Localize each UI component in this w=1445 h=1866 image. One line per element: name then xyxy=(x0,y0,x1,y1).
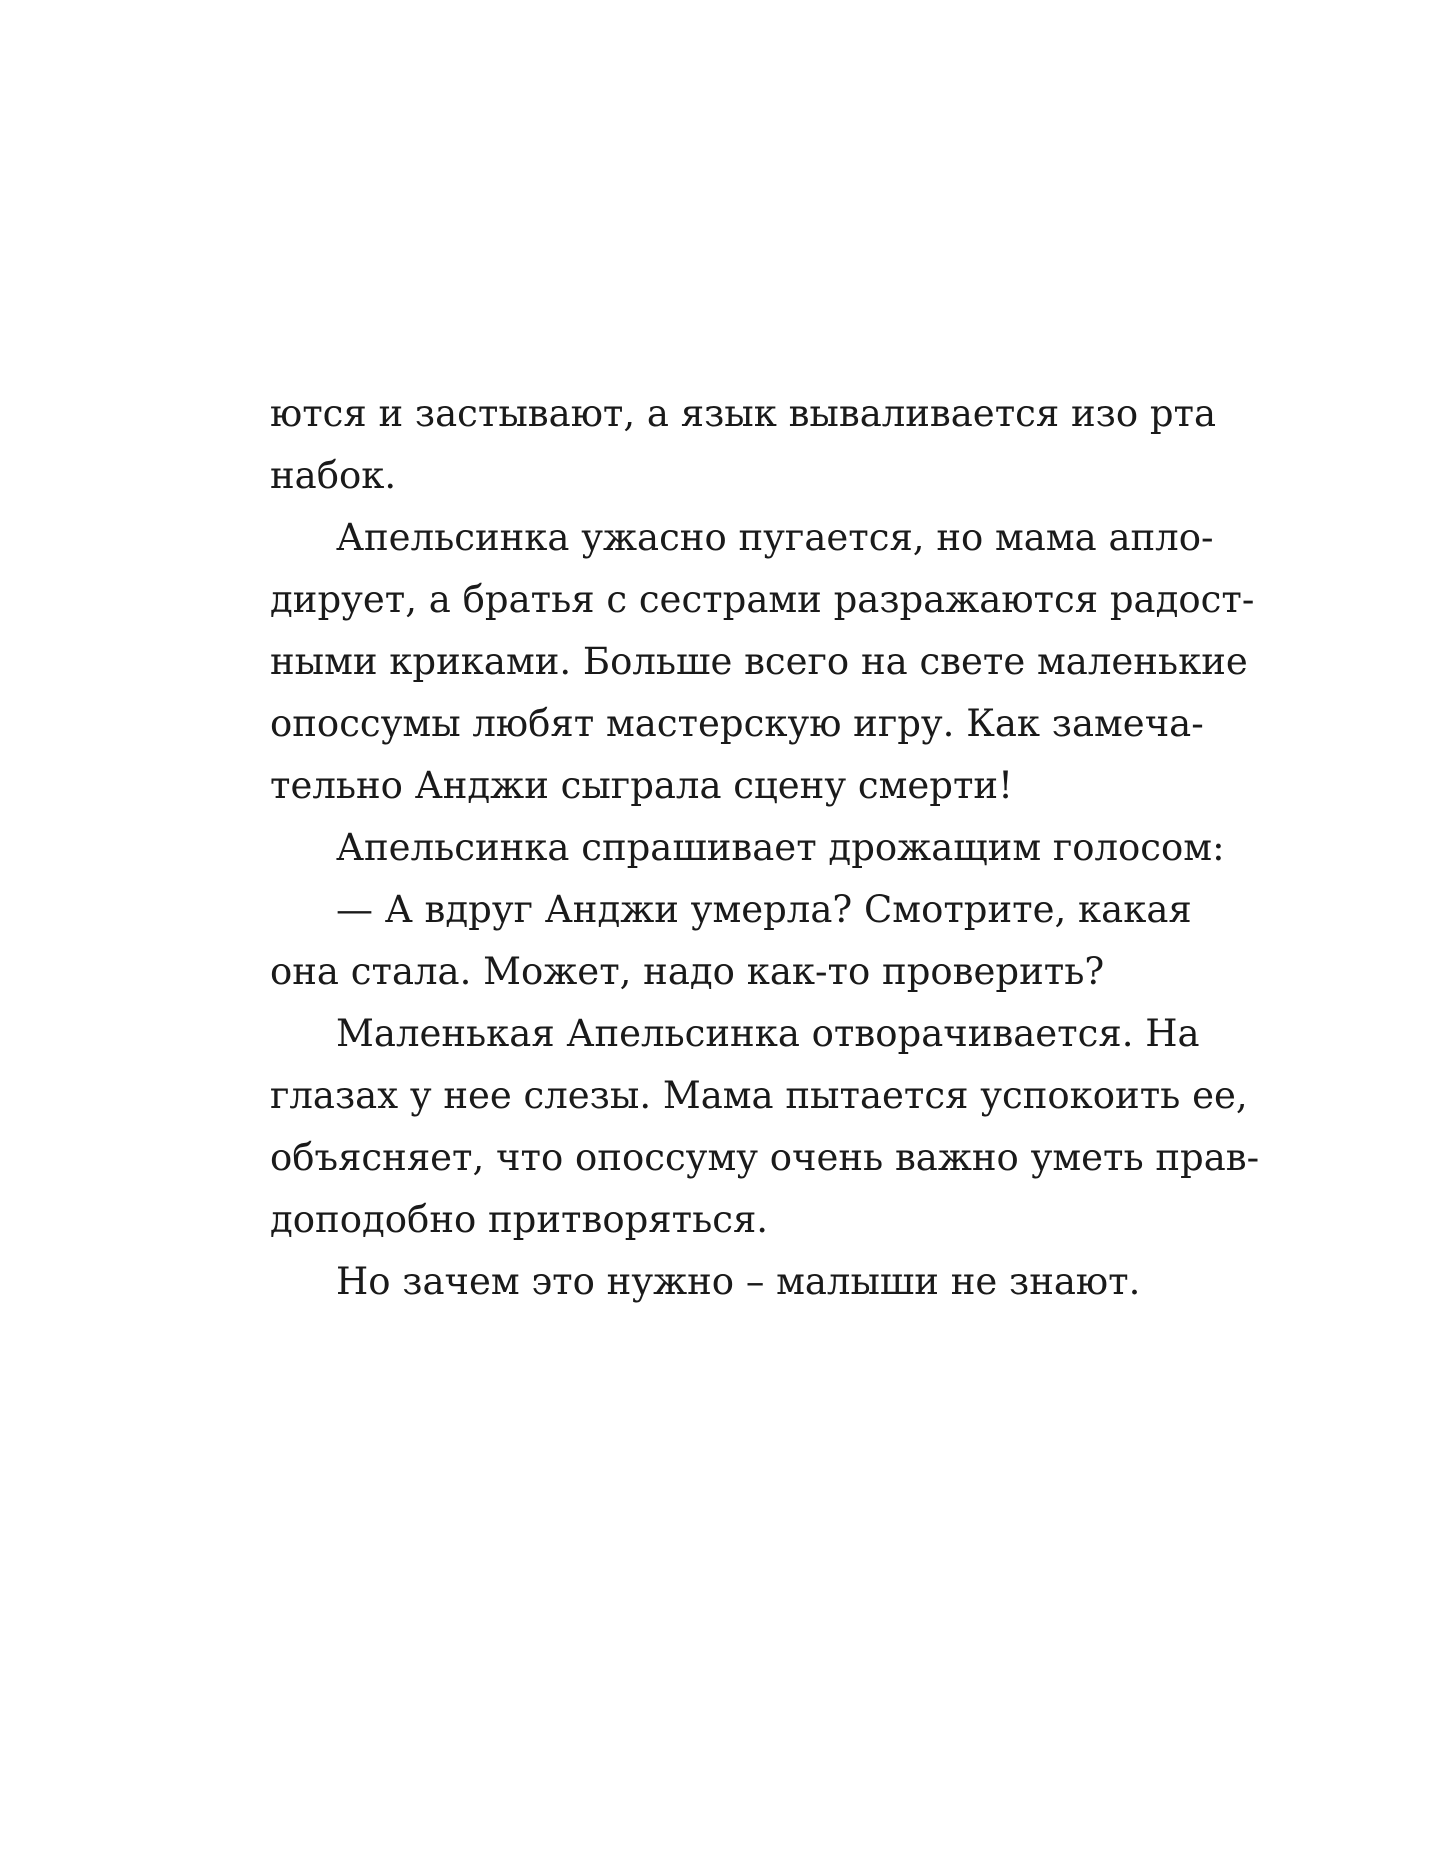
text-line: дирует, а братья с сестрами разражаются радост- xyxy=(270,578,1255,621)
text-line: ными криками. Больше всего на свете маленькие xyxy=(270,640,1248,683)
paragraph-first-line: Маленькая Апельсинка отворачивается. На xyxy=(336,1012,1200,1055)
body-text xyxy=(270,383,1260,1313)
text-line: она стала. Может, надо как-то проверить? xyxy=(270,950,1105,993)
text-line: глазах у нее слезы. Мама пытается успокоить ее, xyxy=(270,1074,1248,1117)
text-line: тельно Анджи сыграла сцену смерти! xyxy=(270,764,1013,807)
text-line: набок. xyxy=(270,454,397,497)
paragraph-first-line: Но зачем это нужно – малыши не знают. xyxy=(336,1260,1141,1303)
dialogue-line: — А вдруг Анджи умерла? Смотрите, какая xyxy=(336,888,1192,931)
paragraph-first-line: Апельсинка ужасно пугается, но мама апло- xyxy=(336,516,1214,559)
paragraph-first-line: Апельсинка спрашивает дрожащим голосом: xyxy=(336,826,1225,869)
text-line: доподобно притворяться. xyxy=(270,1198,769,1241)
text-line: объясняет, что опоссуму очень важно уметь прав- xyxy=(270,1136,1260,1179)
text-line: ются и застывают, а язык вываливается изо рта xyxy=(270,392,1217,435)
text-line: опоссумы любят мастерскую игру. Как замеча- xyxy=(270,702,1204,745)
